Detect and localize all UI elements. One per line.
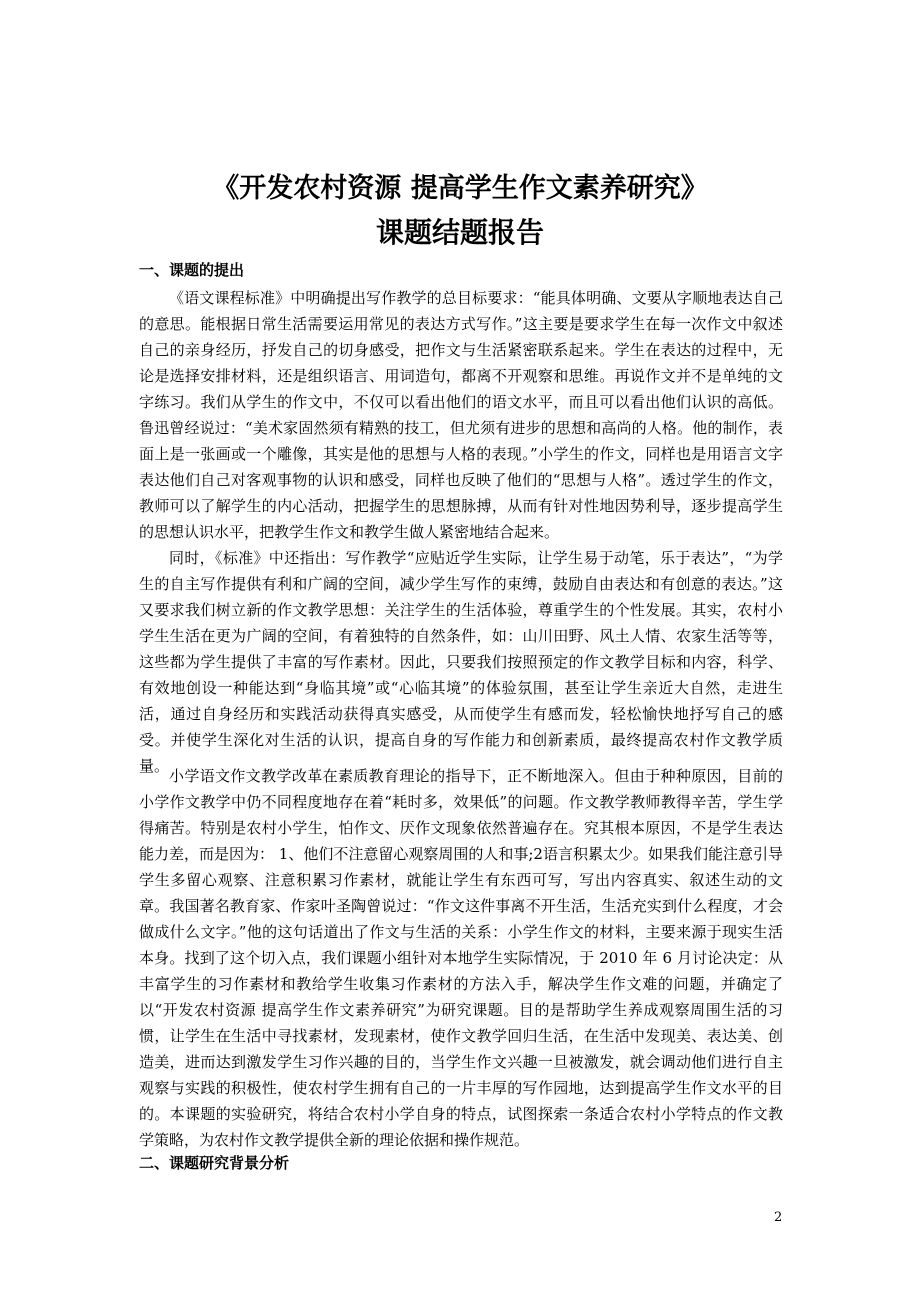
- document-title: 《开发农村资源 提高学生作文素养研究》: [212, 173, 708, 204]
- paragraph-2: 同时，《标准》中还指出：写作教学“应贴近学生实际，让学生易于动笔，乐于表达”，“为学生的自主写作提供有利和广阔的空间，减少学生写作的束缚，鼓励自由表达和有创意的表达。”这又要求我们树立新的作文教学思想：关注学生的生活体验，尊重学生的个性发展。其实，农村小学生生活在更为广阔的空间，有着独特的自然条件，如：山川田野、风土人情、农家生活等等，这些都为学生提供了丰富的写作素材。因此，只要我们按照预定的作文教学目标和内容，科学、有效地创设一种能达到“身临其境”或“心临其境”的体验氛围，甚至让学生亲近大自然，走进生活，通过自身经历和实践活动获得真实感受，从而使学生有感而发，轻松愉快地抒写自己的感受。并使学生深化对生活的认识，提高自身的写作能力和创新素质，最终提高农村作文教学质量。: [139, 549, 783, 775]
- document-subtitle: 课题结题报告: [375, 216, 544, 249]
- paragraph-1: 《语文课程标准》中明确提出写作教学的总目标要求：“能具体明确、文要从字顺地表达自己的意思。能根据日常生活需要运用常见的表达方式写作。”这主要是要求学生在每一次作文中叙述自己的亲身经历，抒发自己的切身感受，把作文与生活紧密联系起来。学生在表达的过程中，无论是选择安排材料，还是组织语言、用词造句，都离不开观察和思维。再说作文并不是单纯的文字练习。我们从学生的作文中，不仅可以看出他们的语文水平，而且可以看出他们认识的高低。鲁迅曾经说过：“美术家固然须有精熟的技工，但尤须有进步的思想和高尚的人格。他的制作，表面上是一张画或一个雕像，其实是他的思想与人格的表现。”小学生的作文，同样也是用语言文字表达他们自己对客观事物的认识和感受，同样也反映了他们的“思想与人格”。透过学生的作文，教师可以了解学生的内心活动，把握学生的思想脉搏，从而有针对性地因势利导，逐步提高学生的思想认识水平，把教学生作文和教学生做人紧密地结合起来。: [139, 289, 783, 541]
- paragraph-3: 小学语文作文教学改革在素质教育理论的指导下，正不断地深入。但由于种种原因，目前的小学作文教学中仍不同程度地存在着“耗时多，效果低”的问题。作文教学教师教得辛苦，学生学得痛苦。特别是农村小学生，怕作文、厌作文现象依然普遍存在。究其根本原因，不是学生表达能力差，而是因为： 1、他们不注意留心观察周围的人和事;2语言积累太少。如果我们能注意引导学生多留心观察、注意积累习作素材，就能让学生有东西可写，写出内容真实、叙述生动的文章。我国著名教育家、作家叶圣陶曾说过：“作文这件事离不开生活，生活充实到什么程度，才会做成什么文字。”他的这句话道出了作文与生活的关系：小学生作文的材料，主要来源于现实生活本身。找到了这个切入点，我们课题小组针对本地学生实际情况，于 2010 年 6 月讨论决定：从丰富学生的习作素材和教给学生收集习作素材的方法入手，解决学生作文难的问题，并确定了以“开发农村资源 提高学生作文素养研究”为研究课题。目的是帮助学生养成观察周围生活的习惯，让学生在生活中寻找素材，发现素材，使作文教学回归生活，在生活中发现美、表达美、创造美，进而达到激发学生习作兴趣的目的，当学生作文兴趣一旦被激发，就会调动他们进行自主观察与实践的积极性，使农村学生拥有自己的一片丰厚的写作园地，达到提高学生作文水平的目的。本课题的实验研究，将结合农村小学自身的特点，试图探索一条适合农村小学特点的作文教学策略，为农村作文教学提供全新的理论依据和操作规范。: [139, 767, 783, 1149]
- section-heading-2: 二、课题研究背景分析: [139, 1154, 290, 1172]
- page-number: 2: [774, 1210, 783, 1225]
- section-heading-1: 一、课题的提出: [139, 261, 245, 279]
